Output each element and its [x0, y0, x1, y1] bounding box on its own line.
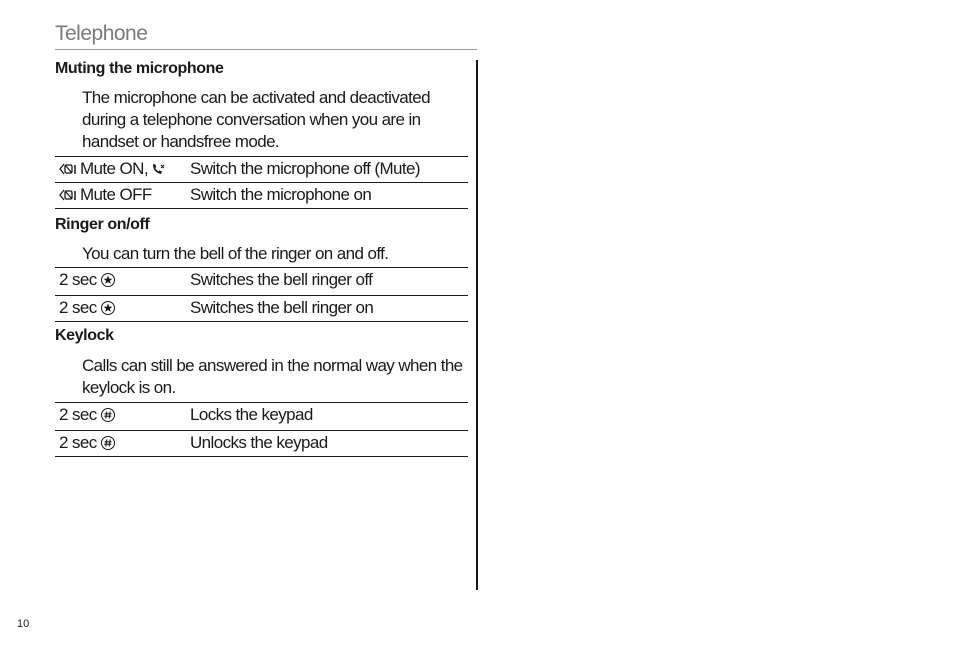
table-row [55, 402, 468, 430]
section-heading-keylock: Keylock [55, 327, 114, 344]
title-divider [55, 49, 477, 50]
section-heading-muting: Muting the microphone [55, 60, 224, 77]
key-cell [59, 159, 165, 179]
column-divider [476, 60, 478, 590]
key-cell [59, 270, 116, 290]
key-label: 2 sec [59, 298, 97, 317]
page-title: Telephone [55, 22, 148, 45]
key-cell [59, 433, 116, 453]
star-key-icon [100, 272, 116, 288]
table-row [55, 182, 468, 209]
description-cell: Unlocks the keypad [190, 433, 328, 452]
mute-key-icon [59, 188, 77, 202]
section-heading-ringer: Ringer on/off [55, 216, 150, 233]
section-text-muting: The microphone can be activated and deactivated during a telephone conversation when you are in handset or handsfree mode. [82, 88, 430, 151]
table-row [55, 430, 468, 457]
table-row [55, 156, 468, 182]
section-text-ringer: You can turn the bell of the ringer on and off. [82, 244, 389, 263]
key-cell [59, 185, 152, 205]
key-label: 2 sec [59, 433, 97, 452]
muting-table [55, 156, 468, 209]
section-text-keylock: Calls can still be answered in the normal way when the keylock is on. [82, 356, 463, 397]
description-cell: Switches the bell ringer on [190, 298, 374, 317]
mute-key-icon [59, 162, 77, 176]
key-label: Mute OFF [80, 185, 152, 204]
hash-key-icon [100, 407, 116, 423]
description-cell: Switches the bell ringer off [190, 270, 373, 289]
key-label: Mute ON, [80, 159, 148, 178]
key-label: 2 sec [59, 405, 97, 424]
table-row [55, 295, 468, 322]
description-cell: Switch the microphone on [190, 185, 372, 204]
key-label: 2 sec [59, 270, 97, 289]
phone-mute-icon [151, 162, 165, 176]
key-cell [59, 405, 116, 425]
keylock-table [55, 402, 468, 457]
key-cell [59, 298, 116, 318]
page-number: 10 [17, 618, 30, 630]
ringer-table [55, 267, 468, 322]
hash-key-icon [100, 435, 116, 451]
description-cell: Switch the microphone off (Mute) [190, 159, 420, 178]
star-key-icon [100, 300, 116, 316]
description-cell: Locks the keypad [190, 405, 313, 424]
table-row [55, 267, 468, 295]
